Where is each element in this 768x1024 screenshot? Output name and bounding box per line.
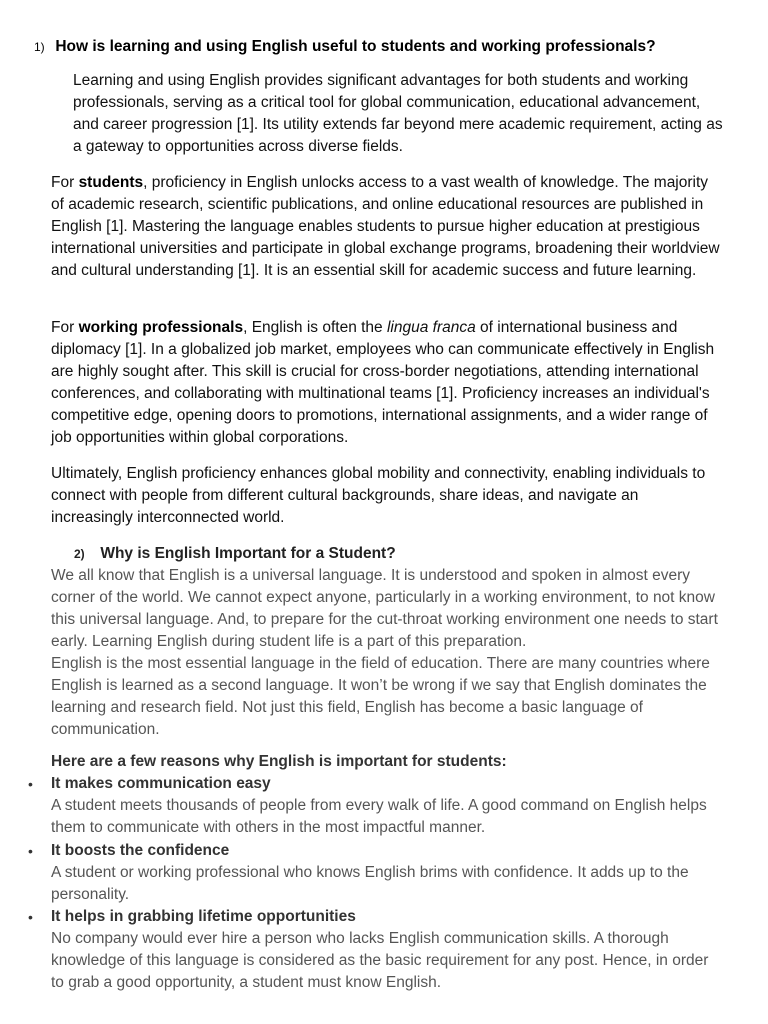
reason-title: It boosts the confidence	[51, 842, 230, 859]
bullet-icon: •	[28, 843, 33, 859]
question-2-number: 2)	[74, 547, 85, 561]
reason-text: A student meets thousands of people from every walk of life. A good command on English helps them to communicate with others in the most impactful manner.	[51, 797, 707, 836]
question-1-number: 1)	[34, 40, 45, 54]
reason-text: No company would ever hire a person who lacks English communication skills. A thorough knowledge of this language is considered as the basic requirement for any post. Hence, in order to grab a good opportunity, a student must know English.	[51, 930, 709, 991]
work-text-a: , English is often the	[243, 319, 387, 336]
question-2-heading	[74, 543, 694, 565]
bullet-icon: •	[28, 776, 33, 792]
reason-title: It makes communication easy	[51, 775, 271, 792]
q2-paragraph-1: We all know that English is a universal language. It is understood and spoken in almost every corner of the world. We cannot expect anyone, particularly in a working environment, to not know this universal language. And, to prepare for the cut-throat working environment one needs to start early. Learning English during student life is a part of this preparation.	[51, 567, 718, 650]
intro-paragraph: Learning and using English provides significant advantages for both students and working professionals, serving as a critical tool for global communication, educational advancement, and career progression [1]. Its utility extends far beyond mere academic requirement, acting as a gateway to opportunities across diverse fields.	[73, 72, 723, 155]
question-2-title: Why is English Important for a Student?	[100, 545, 396, 562]
students-lead: For	[51, 174, 79, 191]
reason-title: It helps in grabbing lifetime opportunities	[51, 908, 356, 925]
students-text: , proficiency in English unlocks access to a vast wealth of knowledge. The majority of academic research, scientific publications, and online educational resources are published in English [1]. Mastering the language enables students to pursue higher education at prestigious international universities and participate in global exchange programs, broadening their worldview and cultural understanding [1]. It is an essential skill for academic success and future learning.	[51, 174, 720, 279]
bullet-icon: •	[28, 909, 33, 925]
work-text-b: of international business and diplomacy [1]. In a globalized job market, employees who can communicate effectively in English are highly sought after. This skill is crucial for cross-border negotiations, attending international conferences, and collaborating with multinational teams [1]. Proficiency increases an individual's competitive edge, opening doors to promotions, international assignments, and a wider range of job opportunities within global corporations.	[51, 319, 715, 446]
work-bold: working professionals	[78, 319, 244, 336]
working-professionals-paragraph	[51, 317, 723, 449]
reason-text: A student or working professional who knows English brims with confidence. It adds up to the personality.	[51, 864, 689, 903]
list-item	[28, 840, 721, 906]
work-lead: For	[51, 319, 79, 336]
q2-paragraph-2: English is the most essential language in the field of education. There are many countries where English is learned as a second language. It won’t be wrong if we say that English dominates the learning and research field. Not just this field, English has become a basic language of communication.	[51, 655, 710, 738]
students-bold: students	[78, 174, 144, 191]
list-item	[28, 773, 721, 839]
list-item	[28, 906, 721, 994]
ultimately-paragraph: Ultimately, English proficiency enhances global mobility and connectivity, enabling individuals to connect with people from different cultural backgrounds, share ideas, and navigate an increasingly interconnected world.	[51, 465, 706, 526]
reasons-heading: Here are a few reasons why English is important for students:	[51, 753, 507, 770]
work-italic: lingua franca	[386, 319, 476, 336]
question-1-title: How is learning and using English useful to students and working professionals?	[55, 38, 656, 55]
question-1-heading	[34, 36, 734, 58]
students-paragraph	[51, 172, 723, 282]
